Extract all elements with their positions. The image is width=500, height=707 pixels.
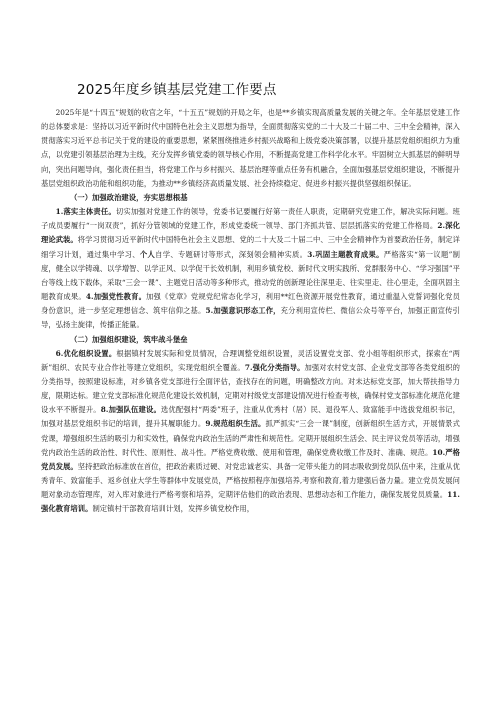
item-title: 7.强化分类指导。 (244, 362, 305, 372)
intro-paragraph: 2025年是“十四五”规划的收官之年，“十五五”规划的开局之年，也是**乡镇实现高质量发展的关键之年。全年基层党建工作的总体要求是：坚持以习近平新时代中国特色社会主义思想为指导，全面贯彻落实党的二十大及二十届二中、三中全会精神，深入贯彻落实习近平总书记关于党的建设的重要思想，紧紧围绕推进乡村振兴战略和上级党委决策部署，以提升基层党组织组织力为重点，以党建引领基层治理为主线，充分发挥乡镇党委的领导核心作用，不断提高党建工作科学化水平。牢固树立大抓基层的鲜明导向，突出问题导向，强化责任担当，将党建工作与乡村振兴、基层治理等重点任务有机融合，全面加强基层党组织建设，不断提升基层党组织政治功能和组织功能，为推动**乡镇经济高质量发展、社会持续稳定、促进乡村振兴提供坚强组织保证。 (41, 108, 460, 188)
item-text: 加强《党章》党规党纪常态化学习，利用**红色资源开展党性教育，通过重温入党誓词强化党员身份意识，进一步坚定理想信念、筑牢信仰之基。 (41, 292, 460, 316)
item-title: 10.严格党员发展。 (41, 447, 460, 471)
paragraph-organization (41, 347, 460, 517)
item-title: 6.优化组织设置。 (55, 348, 117, 358)
item-text: 抓严抓实“三会一课”制度，创新组织生活方式，开展情景式党课，增强组织生活的吸引力和实效性，确保党内政治生活的严肃性和规范性。定期开展组织生活会、民主评议党员等活动，增强党内政治生活的政治性、时代性、原则性、战斗性。严格党费收缴、使用和管理，确保党费收缴工作及时、准确、规范。 (41, 419, 460, 457)
item-emphasis: 个人 (139, 249, 156, 259)
item-text: 加强对农村党支部、企业党支部等各类党组织的分类指导，按照建设标准，对乡镇各党支部进行全面评估，查找存在的问题，明确整改方向。对未达标党支部，加大帮扶指导力度，限期达标。建立党支部标准化规范化建设长效机制，定期对村级党支部建设情况进行检查考核，确保村党支部标准化规范化建设水平不断提升。 (41, 362, 460, 415)
item-text: 严格落实“第一议题”制度，健全以学铸魂、以学增智、以学正风、以学促干长效机制，利用乡镇党校、新时代文明实践所、党群服务中心、“学习强国”平台等线上线下载体，采取“三会一课”、主题党日活动等多种形式，推动党的创新理论往深里走、往实里走、往心里走，全面巩固主题教育成果。 (41, 249, 461, 302)
item-title: 3.巩固主题教育成果。 (307, 249, 384, 259)
item-text: 切实加强对党建工作的领导，党委书记要履行好第一责任人职责，定期研究党建工作，解决实际问题。班子成员要履行“一岗双责”，抓好分管领域的党建工作，形成党委统一领导、部门齐抓共管、层层抓落实的党建工作格局。 (41, 207, 460, 231)
item-title: 2.深化理论武装。 (41, 221, 460, 245)
item-title: 1.落实主体责任。 (55, 207, 116, 217)
document-title: 2025年度乡镇基层党建工作要点 (77, 82, 277, 98)
document-body (41, 106, 460, 517)
section-heading-organization: （二）加强组织建设，筑牢战斗堡垒 (70, 334, 188, 344)
item-title: 9.规范组织生活。 (205, 419, 266, 429)
item-title: 11.强化教育培训。 (41, 490, 460, 514)
section-heading-political: （一）加强政治建设，夯实思想根基 (70, 192, 188, 202)
item-text: 充分利用宣传栏、微信公众号等平台，加强正面宣传引导，弘扬主旋律，传播正能量。 (41, 306, 461, 330)
item-text: 将学习贯彻习近平新时代中国特色社会主义思想、党的二十大及二十届二中、三中全会精神作为首要政治任务，制定详细学习计划，通过集中学习、 (41, 235, 460, 259)
item-text: 自学、专题研讨等形式，深刻领会精神实质。 (155, 249, 308, 259)
item-title: 5.加强意识形态工作， (205, 306, 281, 316)
item-text: 制定镇村干部教育培训计划，发挥乡镇党校作用， (92, 504, 255, 514)
item-title: 4.加强党性教育。 (85, 292, 147, 302)
paragraph-responsibility (41, 205, 460, 332)
item-text: 坚持把政治标准放在首位，把政治素质过硬、对党忠诚老实、具备一定带头能力的同志吸收到党员队伍中来，注重从优秀青年、致富能手、返乡创业大学生等群体中发展党员，严格按照程序加强培养,考察和教育,着力建强后备力量。建立党员发展问题对象动态管理库，对入库对象进行严格考察和培养，定期评估他们的政治表现、思想动态和工作能力，确保发展党员质量。 (41, 461, 460, 500)
item-text: 选优配强村“两委”班子，注重从优秀村（居）民、退役军人、致富能手中选拔党组织书记，加强对基层党组织书记的培训，提升其履职能力。 (41, 405, 460, 429)
item-text: 根据镇村发展实际和党员情况，合理调整党组织设置，灵活设置党支部、党小组等组织形式，探索在“两新”组织、农民专业合作社等建立党组织，实现党组织全覆盖。 (41, 348, 460, 372)
item-title: 8.加强队伍建设。 (100, 405, 161, 415)
